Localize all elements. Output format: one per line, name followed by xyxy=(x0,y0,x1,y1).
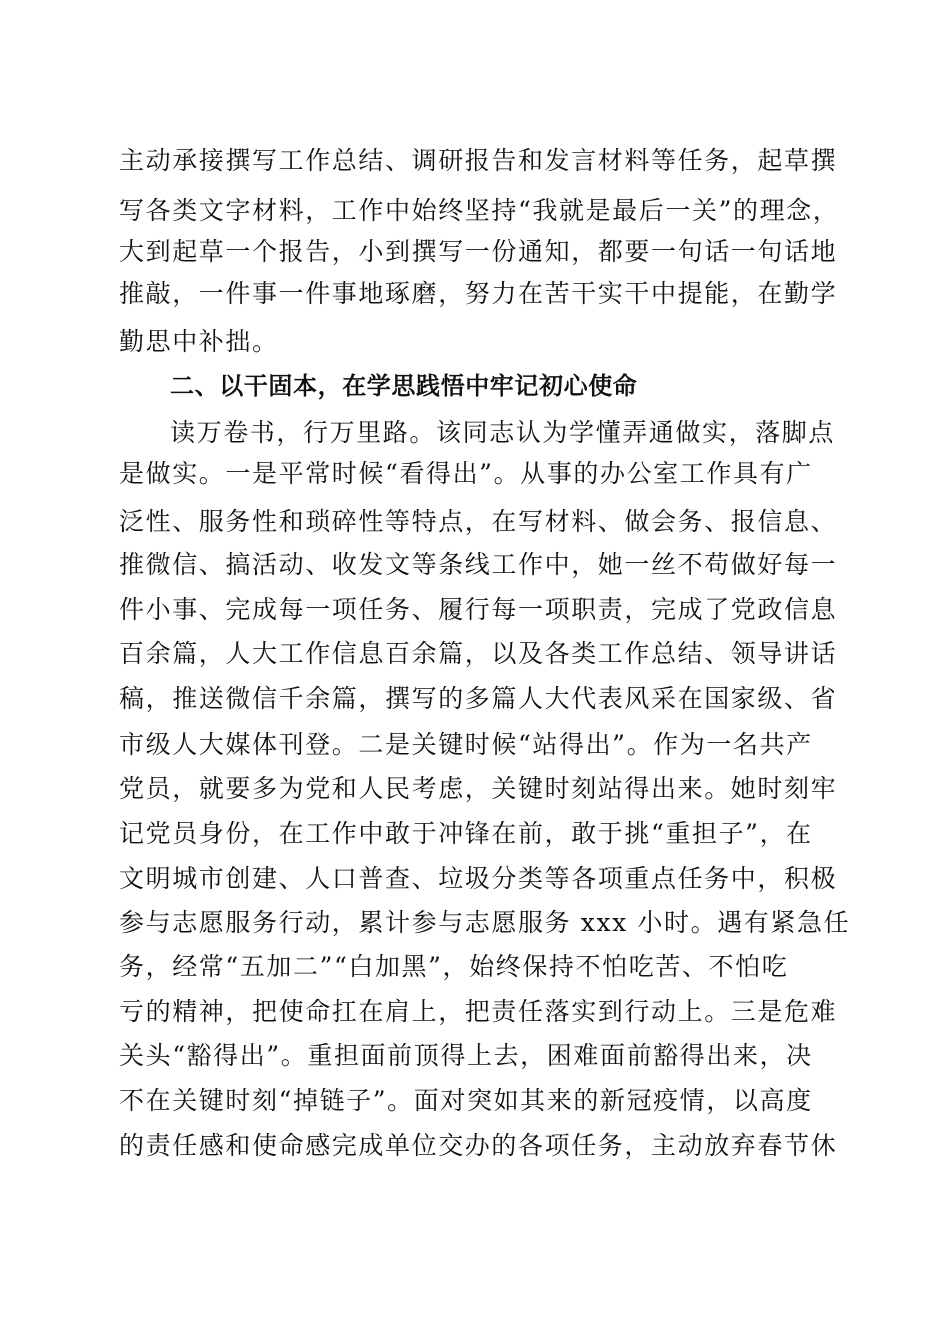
paragraph-1-line: 大到起草一个报告，小到撰写一份通知，都要一句话一句话地 xyxy=(119,237,838,266)
paragraph-1-line: 写各类文字材料，工作中始终坚持“我就是最后一关”的理念， xyxy=(119,196,840,225)
paragraph-2-line: 泛性、服务性和琐碎性等特点，在写材料、做会务、报信息、 xyxy=(119,507,838,536)
paragraph-2-line: 参与志愿服务行动，累计参与志愿服务 xxx 小时。遇有紧急任 xyxy=(119,908,851,937)
paragraph-2-line: 百余篇，人大工作信息百余篇，以及各类工作总结、领导讲话 xyxy=(119,639,838,668)
paragraph-2-line: 记党员身份，在工作中敢于冲锋在前，敢于挑“重担子”，在 xyxy=(119,819,813,848)
paragraph-2-line: 不在关键时刻“掉链子”。面对突如其来的新冠疫情，以高度 xyxy=(119,1086,813,1115)
paragraph-2-line: 务，经常“五加二”“白加黑”，始终保持不怕吃苦、不怕吃 xyxy=(119,952,789,981)
paragraph-2-line: 推微信、搞活动、收发文等条线工作中，她一丝不苟做好每一 xyxy=(119,550,838,579)
paragraph-2-line: 关头“豁得出”。重担面前顶得上去，困难面前豁得出来，决 xyxy=(119,1041,813,1070)
paragraph-1-line: 主动承接撰写工作总结、调研报告和发言材料等任务，起草撰 xyxy=(119,146,838,175)
paragraph-2-line: 文明城市创建、人口普查、垃圾分类等各项重点任务中，积极 xyxy=(119,864,838,893)
paragraph-2-line: 党员，就要多为党和人民考虑，关键时刻站得出来。她时刻牢 xyxy=(119,774,838,803)
paragraph-2-line: 市级人大媒体刊登。二是关键时候“站得出”。作为一名共产 xyxy=(119,730,813,759)
section-heading: 二、以干固本，在学思践悟中牢记初心使命 xyxy=(170,372,638,400)
paragraph-2-line: 稿，推送微信千余篇，撰写的多篇人大代表风采在国家级、省 xyxy=(119,684,838,713)
paragraph-1-line: 推敲，一件事一件事地琢磨，努力在苦干实干中提能，在勤学 xyxy=(119,279,838,308)
paragraph-2-line: 件小事、完成每一项任务、履行每一项职责，完成了党政信息 xyxy=(119,595,838,624)
paragraph-2-line: 是做实。一是平常时候“看得出”。从事的办公室工作具有广 xyxy=(119,459,813,488)
paragraph-2-line: 的责任感和使命感完成单位交办的各项任务，主动放弃春节休 xyxy=(119,1131,838,1160)
paragraph-1-line: 勤思中补拙。 xyxy=(119,327,279,356)
paragraph-2-line: 读万卷书，行万里路。该同志认为学懂弄通做实，落脚点 xyxy=(170,418,836,447)
paragraph-2-line: 亏的精神，把使命扛在肩上，把责任落实到行动上。三是危难 xyxy=(119,997,838,1026)
